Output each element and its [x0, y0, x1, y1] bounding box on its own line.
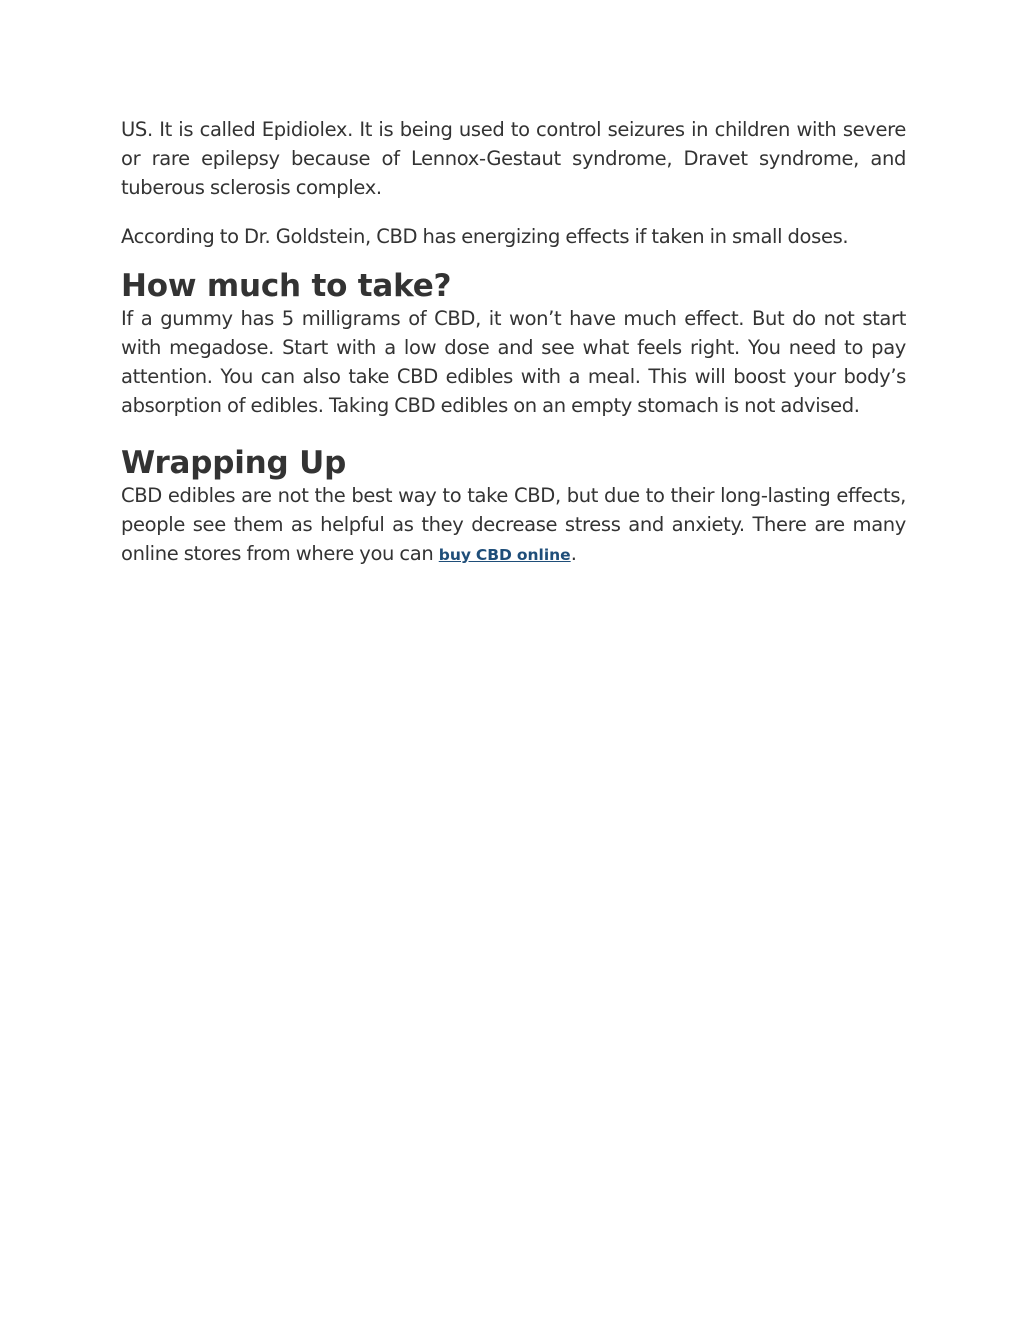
paragraph-how-much: If a gummy has 5 milligrams of CBD, it won’t have much effect. But do not start with megadose. Start with a low dose and see what feels right. You need to pay attention. You can also take CBD edibles with a meal. This will boost your body’s absorption of edibles. Taking CBD edibles on an empty stomach is not advised.: [121, 307, 906, 417]
document-page: [121, 116, 906, 570]
wrapping-up-period: .: [570, 541, 577, 565]
heading-wrapping-up: Wrapping Up: [121, 445, 347, 482]
paragraph-goldstein: According to Dr. Goldstein, CBD has energizing effects if taken in small doses.: [121, 225, 849, 249]
heading-how-much: How much to take?: [121, 268, 452, 305]
paragraph-epidiolex: US. It is called Epidiolex. It is being used to control seizures in children with severe or rare epilepsy because of Lennox-Gestaut syndrome, Dravet syndrome, and tuberous sclerosis complex.: [121, 118, 906, 199]
wrapping-up-text: CBD edibles are not the best way to take CBD, but due to their long-lasting effects, people see them as helpful as they decrease stress and anxiety. There are many online stores from where you can: [121, 484, 906, 565]
buy-cbd-online-link[interactable]: buy CBD online: [438, 545, 571, 564]
paragraph-wrapping-up: [121, 482, 906, 569]
